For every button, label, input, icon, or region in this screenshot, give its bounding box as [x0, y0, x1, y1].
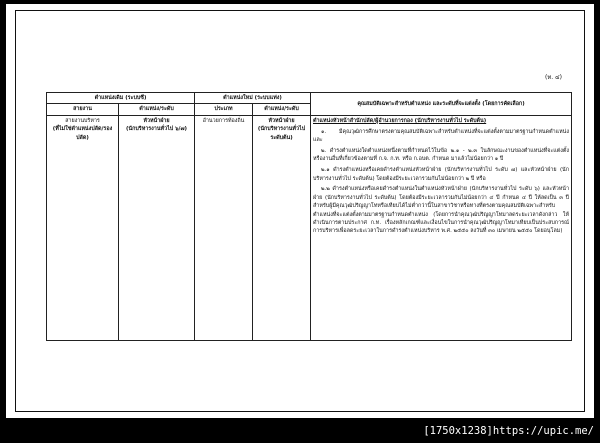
- requirement-paragraph: ๑. มีคุณวุฒิการศึกษาตรงตามคุณสมบัติเฉพาะสำหรับตำแหน่งที่จะแต่งตั้งตามมาตรฐานกำหนดตำแหน่ง และ: [313, 128, 569, 143]
- document-page: [6, 4, 594, 418]
- cell-new-pos: [253, 115, 311, 340]
- image-source-caption: [1750x1238]https://upic.me/: [423, 425, 594, 437]
- header-new-position: ตำแหน่งใหม่ (ระบบแท่ง): [195, 93, 311, 104]
- cell-new-type: [195, 115, 253, 340]
- new-pos-title: หัวหน้าฝ่าย: [268, 117, 295, 124]
- old-line-note: (ที่ไม่ใช่ตำแหน่งปลัด/รองปลัด): [52, 126, 113, 141]
- new-type-text: อำนวยการท้องถิ่น: [202, 117, 245, 124]
- header-old-position: ตำแหน่งเดิม (ระบบซี): [47, 93, 195, 104]
- header-new-pos: ตำแหน่ง/ระดับ: [253, 104, 311, 115]
- requirements-heading: ตำแหน่งหัวหน้าสำนักปลัด/ผู้อำนวยการกอง (นักบริหารงานทั่วไป ระดับต้น): [313, 117, 487, 124]
- requirement-paragraph: ๒.๒ ดำรงตำแหน่งหรือเคยดำรงตำแหน่งในตำแหน่งหัวหน้าฝ่าย (นักบริหารงานทั่วไป ระดับ ๖) และหัวหน้าฝ่าย (นักบริหารงานทั่วไป ระดับต้น) โดยต้องมีระยะเวลารวมกันไม่น้อยกว่า ๔ ปี กำหนด ๔ ปี ให้ลดเป็น ๓ ปี สำหรับผู้มีคุณวุฒิปริญญาโทหรือเทียบได้ไม่ต่ำกว่านี้ในสาขาวิชาหรือทางที่ตรงตามคุณสมบัติเฉพาะสำหรับตำแหน่งที่จะแต่งตั้งตามมาตรฐานกำหนดตำแหน่ง (โดยการนำคุณวุฒิปริญญาโทมาลดระยะเวลาดังกล่าว ให้ดำเนินการตามประกาศ ก.ท. เรื่องหลักเกณฑ์และเงื่อนไขในการนำคุณวุฒิปริญญาโทมาเทียบเป็นประสบการณ์การบริหารเพื่อลดระยะเวลาในการดำรงตำแหน่งบริหาร พ.ศ. ๒๕๕๐ ลงวันที่ ๓๐ เมษายน ๒๕๕๐ โดยอนุโลม): [313, 186, 569, 235]
- old-pos-title: หัวหน้าฝ่าย: [143, 117, 170, 124]
- old-line-text: สายงานบริหาร: [65, 117, 100, 124]
- new-pos-level: (นักบริหารงานทั่วไป ระดับต้น): [257, 126, 306, 141]
- footer-bar: [0, 418, 600, 443]
- cell-old-pos: [119, 115, 195, 340]
- table-row: [47, 115, 572, 340]
- position-table: [46, 92, 572, 341]
- header-new-type: ประเภท: [195, 104, 253, 115]
- form-code: (ท. ๔): [545, 74, 562, 81]
- header-old-line: สายงาน: [47, 104, 119, 115]
- cell-requirements: [311, 115, 572, 340]
- requirement-paragraph: ๒. ดำรงตำแหน่งใดตำแหน่งหนึ่งตามที่กำหนดไว้ในข้อ ๒.๑ - ๒.๓ ในลักษณะงานของตำแหน่งที่จะแต่งตั้งหรืองานอื่นที่เกี่ยวข้องตามที่ ก.จ. ก.ท. หรือ ก.อบต. กำหนด มาแล้วไม่น้อยกว่า ๑ ปี: [313, 147, 569, 163]
- cell-old-line: [47, 115, 119, 340]
- requirement-paragraph: ๒.๑ ดำรงตำแหน่งหรือเคยดำรงตำแหน่งหัวหน้าฝ่าย (นักบริหารงานทั่วไป ระดับ ๗) และหัวหน้าฝ่าย (นักบริหารงานทั่วไป ระดับต้น) โดยต้องมีระยะเวลารวมกันไม่น้อยกว่า ๒ ปี หรือ: [313, 167, 569, 182]
- header-row-1: [47, 93, 572, 104]
- header-qualifications: คุณสมบัติเฉพาะสำหรับตำแหน่ง และระดับที่จะแต่งตั้ง (โดยการคัดเลือก): [311, 93, 572, 116]
- old-pos-level: (นักบริหารงานทั่วไป ๖/๗): [125, 126, 188, 133]
- header-old-pos: ตำแหน่ง/ระดับ: [119, 104, 195, 115]
